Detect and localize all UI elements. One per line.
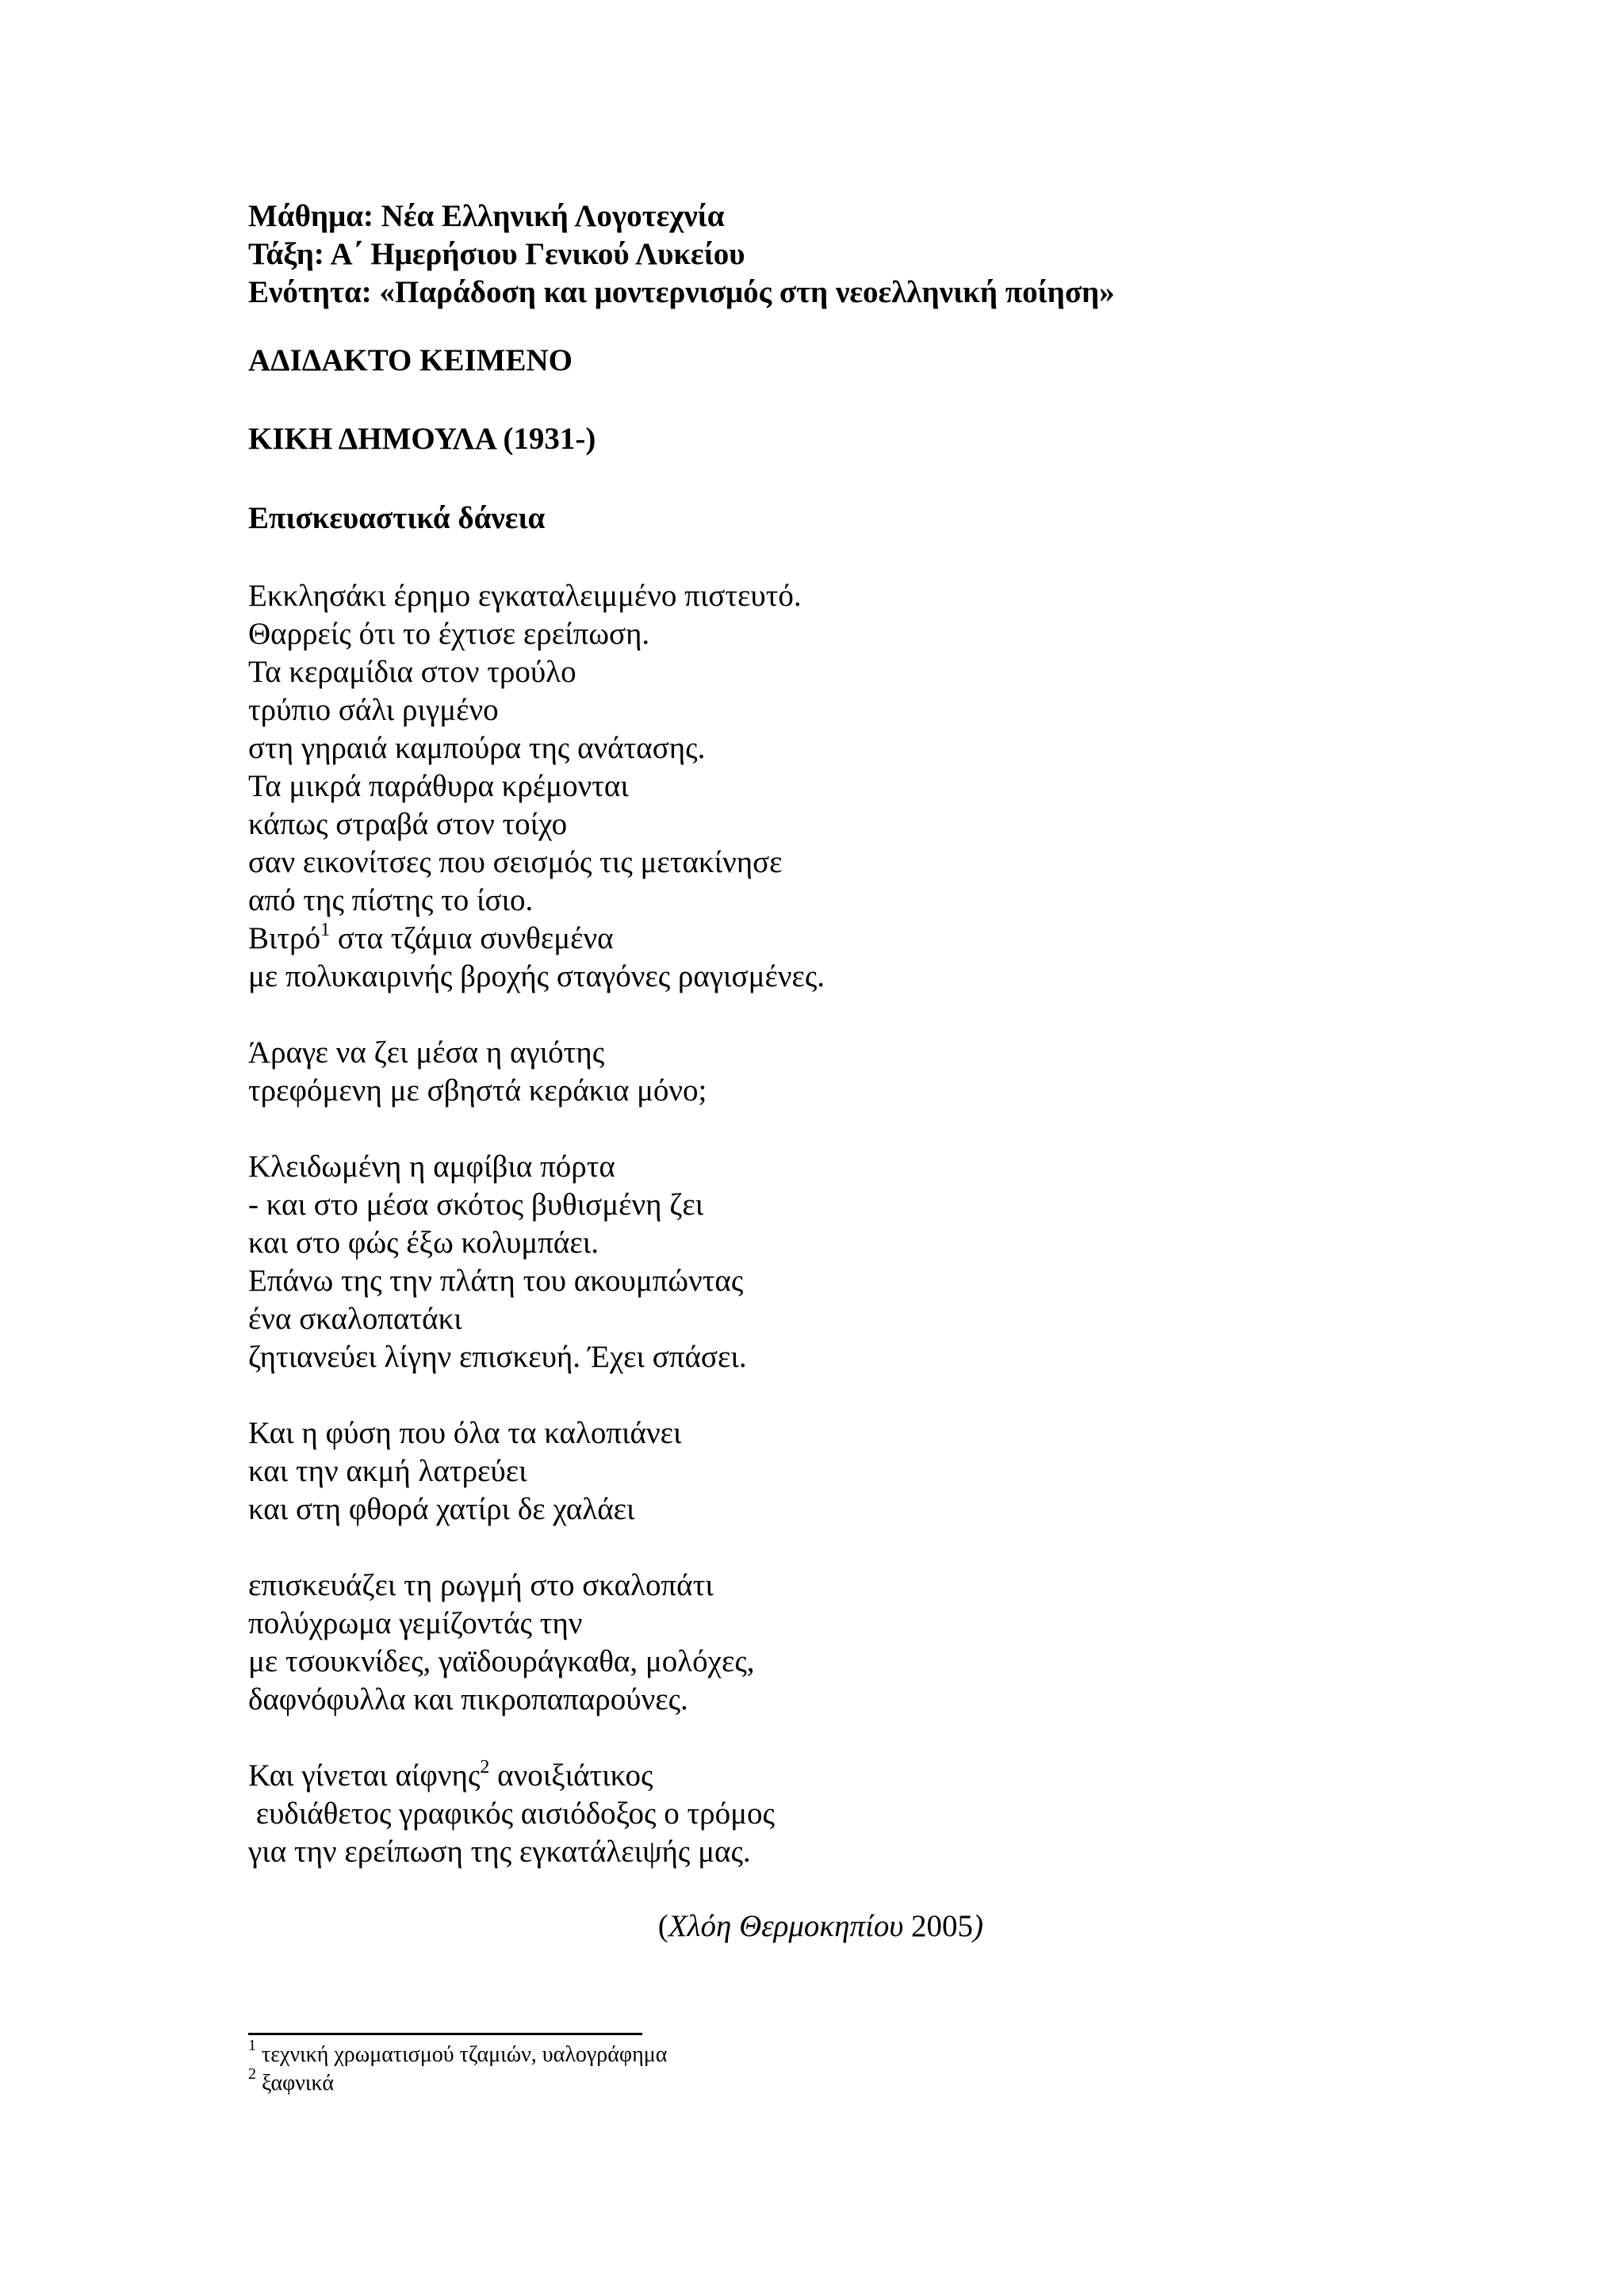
poem-line [248, 920, 825, 958]
poem-line: και στο φώς έξω κολυμπάει. [248, 1226, 599, 1260]
footnote-reference: 2 [480, 1757, 490, 1777]
poem-line: με τσουκνίδες, γαϊδουράγκαθα, μολόχες, [248, 1644, 755, 1678]
poem-line: Επάνω της την πλάτη του ακουμπώντας [248, 1264, 744, 1298]
poem-line: δαφνόφυλλα και πικροπαπαρούνες. [248, 1682, 688, 1716]
poem-title: Επισκευαστικά δάνεια [248, 501, 546, 535]
poem-line: Εκκλησάκι έρημο εγκαταλειμμένο πιστευτό. [248, 579, 802, 613]
footnote-2 [248, 2064, 667, 2098]
course-line: Μάθημα: Νέα Ελληνική Λογοτεχνία [248, 199, 725, 233]
poet-heading: ΚΙΚΗ ΔΗΜΟΥΛΑ (1931-) [248, 422, 596, 456]
poem-line: και την ακμή λατρεύει [248, 1454, 527, 1488]
footnote-1 [248, 2036, 668, 2069]
source-citation [0, 1908, 983, 1946]
poem-line: ένα σκαλοπατάκι [248, 1302, 462, 1336]
footnote-2-text: ξαφνικά [256, 2071, 334, 2095]
class-line: Τάξη: Α΄ Ημερήσιου Γενικού Λυκείου [248, 237, 745, 271]
poem-line: πολύχρωμα γεμίζοντάς την [248, 1606, 583, 1640]
footnote-2-mark: 2 [248, 2064, 256, 2083]
footnotes [248, 2036, 668, 2098]
poem-line: ευδιάθετος γραφικός αισιόδοξος ο τρόμος [248, 1797, 775, 1831]
footnote-1-text: τεχνική χρωματισμού τζαμιών, υαλογράφημα [256, 2042, 668, 2067]
stanza-3 [248, 1148, 747, 1376]
poem-line: Τα μικρά παράθυρα κρέμονται [248, 769, 629, 803]
source-open-paren: ( [657, 1909, 668, 1943]
poem-line: με πολυκαιρινής βροχής σταγόνες ραγισμένες. [248, 959, 825, 993]
poem-line-text: στα τζάμια συνθεμένα [330, 921, 614, 955]
source-year: 2005 [903, 1909, 973, 1943]
source-book-title: Χλόη Θερμοκηπίου [668, 1909, 904, 1943]
stanza-2 [248, 1034, 707, 1110]
footnote-reference: 1 [320, 920, 331, 940]
footnote-separator [248, 2033, 642, 2035]
poem-line-text: Βιτρό [248, 921, 321, 955]
stanza-5 [248, 1567, 755, 1719]
poem-line: - και στο μέσα σκότος βυθισμένη ζει [248, 1188, 704, 1222]
poem-line: επισκευάζει τη ρωγμή στο σκαλοπάτι [248, 1568, 714, 1602]
poem-line: Τα κεραμίδια στον τρούλο [248, 655, 576, 689]
poem-line: Θαρρείς ότι το έχτισε ερείπωση. [248, 617, 650, 651]
poem-line: τρεφόμενη με σβηστά κεράκια μόνο; [248, 1073, 707, 1108]
stanza-4 [248, 1414, 682, 1529]
document-header [248, 197, 1115, 312]
poem-line: Και η φύση που όλα τα καλοπιάνει [248, 1416, 682, 1450]
poem-line-text: Και γίνεται αίφνης [248, 1758, 481, 1793]
poem-line: στη γηραιά καμπούρα της ανάτασης. [248, 731, 706, 765]
poem-line: σαν εικονίτσες που σεισμός τις μετακίνησε [248, 845, 783, 879]
poem-line: από της πίστης το ίσιο. [248, 883, 534, 917]
unseen-text-heading: ΑΔΙΔΑΚΤΟ ΚΕΙΜΕΝΟ [248, 343, 573, 377]
stanza-1 [248, 577, 825, 996]
poem-line: και στη φθορά χατίρι δε χαλάει [248, 1492, 635, 1526]
stanza-6 [248, 1757, 775, 1871]
poem-line: Κλειδωμένη η αμφίβια πόρτα [248, 1150, 615, 1184]
poem-line: για την ερείπωση της εγκατάλειψής μας. [248, 1835, 751, 1869]
footnote-1-mark: 1 [248, 2036, 256, 2054]
unit-line: Ενότητα: «Παράδοση και μοντερνισμός στη νεοελληνική ποίηση» [248, 275, 1115, 309]
poem-line-text: ανοιξιάτικος [489, 1758, 653, 1793]
poem-line: Άραγε να ζει μέσα η αγιότης [248, 1035, 605, 1070]
poem-line: ζητιανεύει λίγην επισκευή. Έχει σπάσει. [248, 1340, 747, 1374]
source-close-paren: ) [973, 1909, 983, 1943]
poem-line: τρύπιο σάλι ριγμένο [248, 693, 499, 727]
poem-line [248, 1757, 775, 1795]
poem-line: κάπως στραβά στον τοίχο [248, 807, 568, 841]
